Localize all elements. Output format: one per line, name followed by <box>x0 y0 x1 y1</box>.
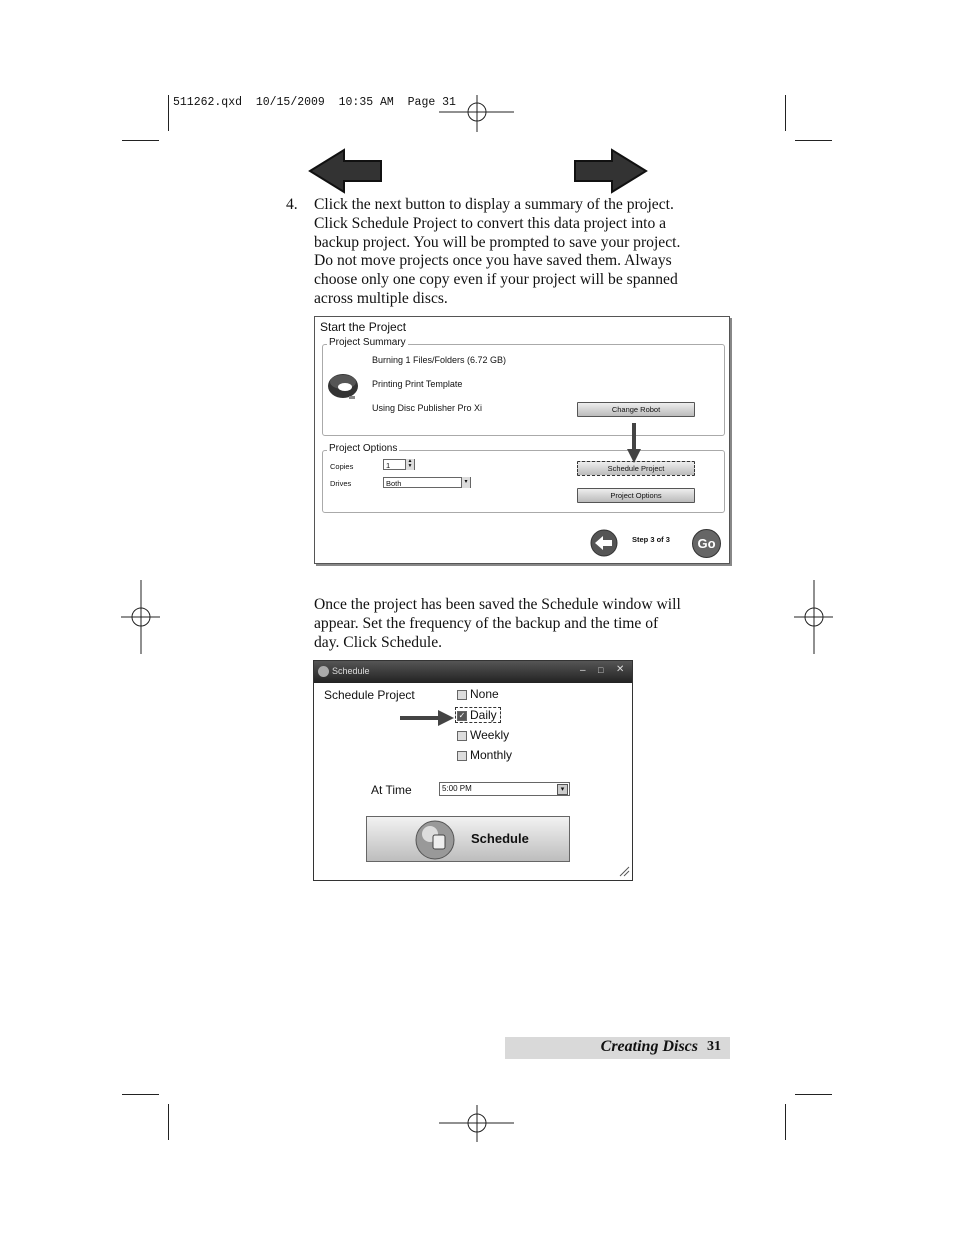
copies-stepper[interactable] <box>383 459 415 470</box>
window-title: Start the Project <box>320 320 407 334</box>
resize-grip-icon[interactable] <box>619 866 630 877</box>
group-label: Project Summary <box>329 337 406 348</box>
crop-mark <box>122 140 159 141</box>
summary-line: Burning 1 Files/Folders (6.72 GB) <box>372 355 507 365</box>
time-value: 5:00 PM <box>442 784 472 793</box>
chevron-down-icon[interactable]: ▾ <box>461 477 470 488</box>
text-line: day. Click Schedule. <box>314 633 443 651</box>
summary-line: Printing Print Template <box>372 379 463 389</box>
drives-select[interactable] <box>383 477 471 488</box>
schedule-project-label: Schedule Project <box>324 688 415 702</box>
project-summary-group <box>322 337 725 436</box>
registration-mark <box>121 580 161 655</box>
schedule-project-button[interactable]: Schedule Project <box>577 461 695 476</box>
crop-mark <box>795 140 832 141</box>
option-label: Daily <box>470 708 497 722</box>
option-monthly[interactable] <box>457 748 512 762</box>
start-project-window <box>314 316 730 564</box>
window-title: Schedule <box>332 666 370 676</box>
option-daily[interactable] <box>455 707 501 723</box>
registration-mark <box>794 580 834 655</box>
crop-mark <box>168 1104 169 1140</box>
text-line: Once the project has been saved the Schedule window will <box>314 596 681 613</box>
copies-label: Copies <box>330 462 354 471</box>
at-time-label: At Time <box>371 783 412 797</box>
crop-mark <box>785 95 786 131</box>
project-options-group <box>322 443 725 513</box>
crop-mark <box>795 1094 832 1095</box>
schedule-globe-icon <box>413 819 457 861</box>
drives-label: Drives <box>330 479 352 488</box>
text-line: across multiple discs. <box>314 289 448 307</box>
option-label: None <box>470 687 499 701</box>
minimize-icon[interactable]: – <box>580 665 586 676</box>
app-icon <box>318 666 329 677</box>
text-line: backup project. You will be prompted to save your project. <box>314 233 681 251</box>
page-number: 31 <box>707 1039 721 1054</box>
back-arrow-icon[interactable] <box>308 148 384 194</box>
text-line: appear. Set the frequency of the backup and the time of <box>314 614 659 632</box>
schedule-paragraph <box>314 596 734 652</box>
footer-band <box>505 1037 730 1059</box>
checkbox-icon[interactable] <box>457 731 467 741</box>
checkbox-checked-icon[interactable]: ✓ <box>458 710 466 720</box>
disc-publisher-icon <box>326 370 362 404</box>
option-weekly[interactable] <box>457 728 509 742</box>
slug-line: 511262.qxd 10/15/2009 10:35 AM Page 31 <box>173 96 456 109</box>
dropdown-icon[interactable]: ▾ <box>557 784 568 795</box>
schedule-button[interactable] <box>366 816 570 862</box>
option-none[interactable] <box>457 687 499 701</box>
footer-title: Creating Discs <box>600 1038 698 1055</box>
registration-mark <box>438 95 516 133</box>
crop-mark <box>122 1094 159 1095</box>
crop-mark <box>168 95 169 131</box>
option-label: Monthly <box>470 748 513 762</box>
step-number: 4. <box>286 196 298 213</box>
option-label: Weekly <box>470 728 510 742</box>
step-indicator: Step 3 of 3 <box>632 535 670 544</box>
checkbox-icon[interactable] <box>457 690 467 700</box>
next-arrow-icon[interactable] <box>572 148 648 194</box>
pointer-arrow-icon <box>627 423 641 465</box>
text-line: Do not move projects once you have saved them. Always <box>314 252 672 270</box>
text-line: choose only one copy even if your project will be spanned <box>314 271 678 289</box>
text-line: Click Schedule Project to convert this data project into a <box>314 214 667 232</box>
summary-line: Using Disc Publisher Pro Xi <box>372 403 483 413</box>
go-button[interactable]: Go <box>692 529 721 558</box>
step-paragraph <box>314 196 734 309</box>
group-label: Project Options <box>329 443 398 454</box>
text-line: Click the next button to display a summary of the project. <box>314 196 674 213</box>
schedule-button-label: Schedule <box>471 831 529 846</box>
spinner-arrows-icon[interactable]: ▲ ▼ <box>405 459 414 470</box>
back-circle-icon[interactable] <box>590 529 618 557</box>
maximize-icon[interactable]: □ <box>598 665 604 675</box>
time-picker[interactable] <box>439 782 570 796</box>
pointer-arrow-icon <box>400 709 456 727</box>
checkbox-icon[interactable] <box>457 751 467 761</box>
copies-value: 1 <box>386 461 391 470</box>
project-options-button[interactable]: Project Options <box>577 488 695 503</box>
drives-value: Both <box>386 479 402 488</box>
crop-mark <box>785 1104 786 1140</box>
registration-mark <box>438 1105 516 1143</box>
change-robot-button[interactable]: Change Robot <box>577 402 695 417</box>
title-bar <box>314 661 632 683</box>
close-icon[interactable]: ✕ <box>616 664 625 675</box>
